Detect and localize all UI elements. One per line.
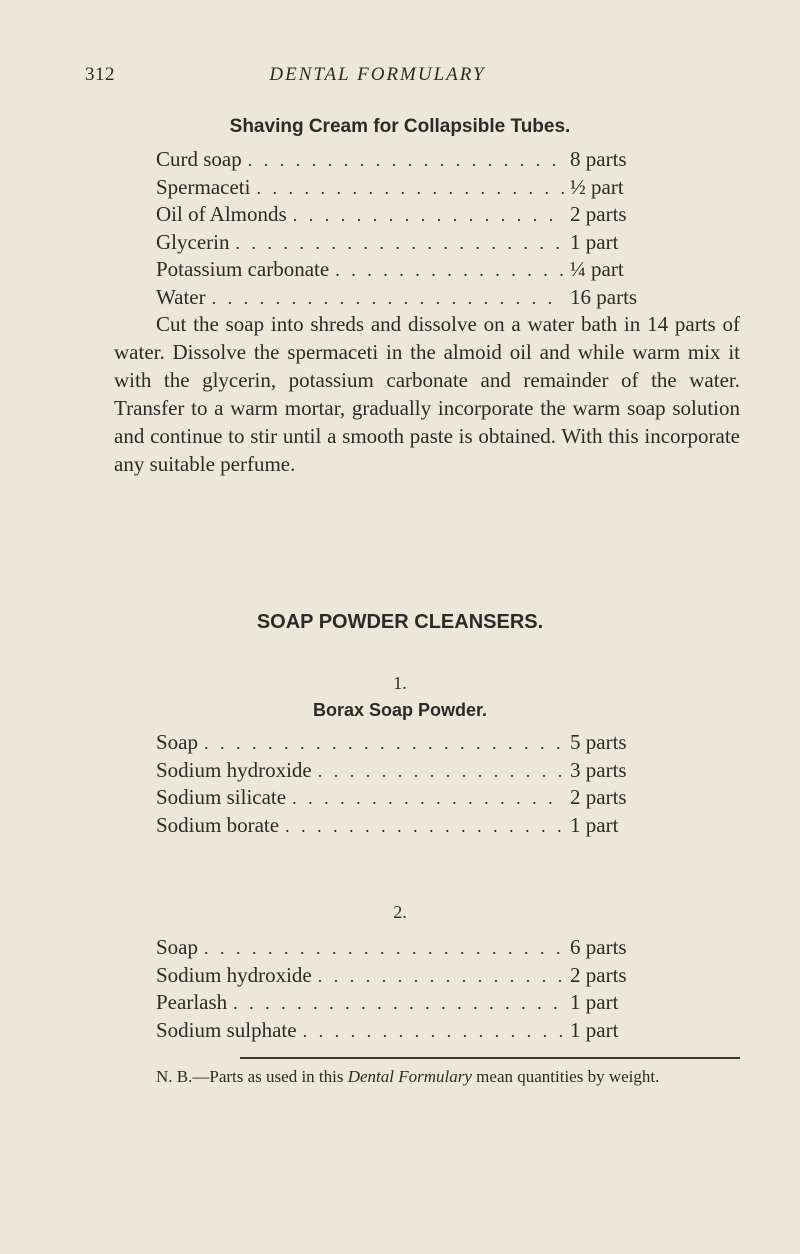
ingredient-row xyxy=(156,813,680,841)
formula-number: 2. xyxy=(393,902,407,922)
ingredient-qty: 2 parts xyxy=(570,785,627,809)
ingredient-name: Sodium silicate xyxy=(156,785,287,809)
formula-2-ingredients xyxy=(156,935,680,1045)
ingredient-qty: 6 parts xyxy=(570,935,627,959)
ingredient-row xyxy=(156,285,680,313)
leader-dots xyxy=(292,788,564,809)
leader-dots xyxy=(318,966,564,987)
leader-dots xyxy=(204,938,564,959)
ingredient-row xyxy=(156,963,680,991)
ingredient-qty: 1 part xyxy=(570,1017,619,1042)
ingredient-name: Pearlash xyxy=(156,990,228,1014)
ingredient-row xyxy=(156,202,680,230)
ingredient-qty: 5 parts xyxy=(570,730,627,754)
ingredient-row xyxy=(156,990,680,1018)
leader-dots xyxy=(204,733,564,754)
footnote-tail: mean quantities by weight. xyxy=(471,1067,660,1086)
footnote-rule xyxy=(240,1057,740,1059)
formula-number: 1. xyxy=(393,673,407,693)
ingredient-qty: 1 part xyxy=(570,990,619,1014)
ingredient-qty: ½ part xyxy=(570,174,624,199)
ingredient-name: Sodium hydroxide xyxy=(156,962,312,987)
leader-dots xyxy=(303,1021,564,1042)
ingredient-qty: 3 parts xyxy=(570,757,627,782)
ingredient-name: Soap xyxy=(156,935,198,959)
ingredient-qty: ¼ part xyxy=(570,257,624,281)
footnote-italic: Dental Formulary xyxy=(347,1067,472,1086)
ingredient-qty: 1 part xyxy=(570,812,619,837)
leader-dots xyxy=(318,761,564,782)
ingredient-name: Curd soap xyxy=(156,147,242,171)
leader-dots xyxy=(212,288,564,309)
formula-1-ingredients xyxy=(156,730,680,840)
shaving-cream-instructions: Cut the soap into shreds and dissolve on a water bath in 14 parts of water. Dissolve the spermaceti in the almoid oil and while warm mix it with the glycerin, potassium carbonate and remainder of the water. Transfer to a warm mortar, gradually incorporate the warm soap solution and continue to stir until a smooth paste is obtained. With this incorporate any suitable perfume. xyxy=(114,312,740,476)
ingredient-name: Oil of Almonds xyxy=(156,202,287,226)
ingredient-qty: 1 part xyxy=(570,229,619,254)
ingredient-qty: 8 parts xyxy=(570,147,627,171)
ingredient-qty: 2 parts xyxy=(570,202,627,226)
ingredient-row xyxy=(156,175,680,203)
ingredient-name: Soap xyxy=(156,730,198,754)
running-title: DENTAL FORMULARY xyxy=(269,64,486,85)
leader-dots xyxy=(285,816,564,837)
section-title: SOAP POWDER CLEANSERS. xyxy=(256,611,544,633)
shaving-cream-ingredients xyxy=(156,147,680,312)
leader-dots xyxy=(293,205,564,226)
ingredient-row xyxy=(156,147,680,175)
ingredient-name: Spermaceti xyxy=(156,174,251,199)
ingredient-row xyxy=(156,1018,680,1046)
leader-dots xyxy=(235,233,564,254)
ingredient-row xyxy=(156,230,680,258)
ingredient-qty: 16 parts xyxy=(570,284,638,309)
footnote-lead: N. B.—Parts as used in this xyxy=(156,1067,348,1086)
page-header xyxy=(85,64,730,94)
leader-dots xyxy=(248,150,564,171)
ingredient-row xyxy=(156,257,680,285)
ingredient-row xyxy=(156,785,680,813)
ingredient-row xyxy=(156,758,680,786)
leader-dots xyxy=(233,993,564,1014)
footnote xyxy=(114,1066,740,1087)
leader-dots xyxy=(256,178,564,199)
ingredient-name: Water xyxy=(156,284,206,309)
ingredient-row xyxy=(156,730,680,758)
ingredient-name: Potassium carbonate xyxy=(156,257,330,281)
ingredient-name: Sodium borate xyxy=(156,812,280,837)
ingredient-name: Sodium hydroxide xyxy=(156,757,312,782)
ingredient-row xyxy=(156,935,680,963)
ingredient-name: Sodium sulphate xyxy=(156,1017,297,1042)
ingredient-qty: 2 parts xyxy=(570,962,627,987)
leader-dots xyxy=(335,260,564,281)
shaving-cream-title: Shaving Cream for Collapsible Tubes. xyxy=(229,116,571,137)
formula-subtitle: Borax Soap Powder. xyxy=(312,700,488,720)
ingredient-name: Glycerin xyxy=(156,229,230,254)
page-number: 312 xyxy=(85,64,115,85)
